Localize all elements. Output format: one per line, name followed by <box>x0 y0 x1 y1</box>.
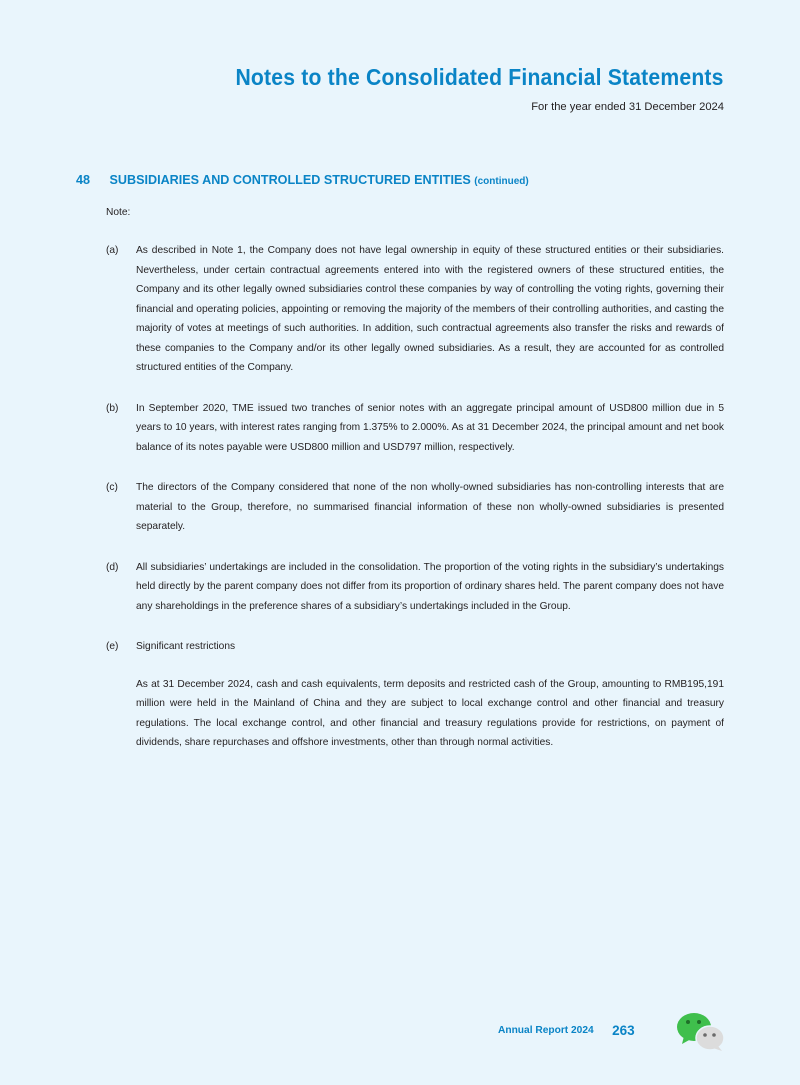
note-mark: (d) <box>106 561 119 573</box>
page-subtitle: For the year ended 31 December 2024 <box>531 101 724 113</box>
note-mark: (e) <box>106 641 119 652</box>
note-d <box>106 558 724 617</box>
note-a <box>106 241 724 378</box>
note-b <box>106 399 724 458</box>
note-e <box>106 637 724 753</box>
note-mark: (b) <box>106 402 119 414</box>
section-heading <box>76 173 529 187</box>
notes-list <box>106 241 724 774</box>
page-number: 263 <box>612 1023 635 1038</box>
section-continued: (continued) <box>474 176 529 187</box>
note-paragraph: As described in Note 1, the Company does not have legal ownership in equity of these structured entities or their subsidiaries. Nevertheless, under certain contractual agreements entered into with the registered owners of these structured entities, the Company and its other legally owned subsidiaries control these companies by way of controlling the voting rights, governing their financial and operating policies, appointing or removing the majority of the members of their controlling authorities, and casting the majority of votes at meetings of such authorities. In addition, such contractual agreements also transfer the risks and rewards of these companies to the Company and/or its other legally owned subsidiaries. As a result, they are accounted for as controlled structured entities of the Company. <box>136 245 724 373</box>
note-label: Note: <box>106 207 131 218</box>
note-c <box>106 478 724 537</box>
report-name: Annual Report 2024 <box>498 1025 594 1036</box>
note-subheading: Significant restrictions <box>136 641 236 652</box>
note-paragraph: The directors of the Company considered that none of the non wholly-owned subsidiaries has non-controlling interests that are material to the Group, therefore, no summarised financial information of these non wholly-owned subsidiaries is presented separately. <box>136 482 724 532</box>
note-paragraph: As at 31 December 2024, cash and cash equivalents, term deposits and restricted cash of the Group, amounting to RMB195,191 million were held in the Mainland of China and they are subject to local exchange control and other financial and treasury regulations. The local exchange control, and other financial and treasury regulations provide for restrictions, on payment of dividends, share repurchases and offshore investments, other than through normal activities. <box>136 678 724 748</box>
note-mark: (a) <box>106 245 119 256</box>
page-header <box>193 64 724 113</box>
note-mark: (c) <box>106 482 118 493</box>
chat-bubbles-icon <box>676 1010 726 1052</box>
note-paragraph: In September 2020, TME issued two tranches of senior notes with an aggregate principal amount of USD800 million due in 5 years to 10 years, with interest rates ranging from 1.375% to 2.000%. As at 31 December 2024, the principal amount and net book balance of its notes payable were USD800 million and USD797 million, respectively. <box>136 402 724 453</box>
page-title: Notes to the Consolidated Financial Statements <box>235 64 724 90</box>
section-title: SUBSIDIARIES AND CONTROLLED STRUCTURED ENTITIES <box>109 173 471 187</box>
section-number: 48 <box>76 173 91 187</box>
note-paragraph: All subsidiaries’ undertakings are included in the consolidation. The proportion of the voting rights in the subsidiary’s undertakings held directly by the parent company does not differ from its proportion of ordinary shares held. The parent company does not have any shareholdings in the preference shares of a subsidiary’s undertakings included in the Group. <box>136 561 724 612</box>
page-footer <box>498 1022 635 1040</box>
